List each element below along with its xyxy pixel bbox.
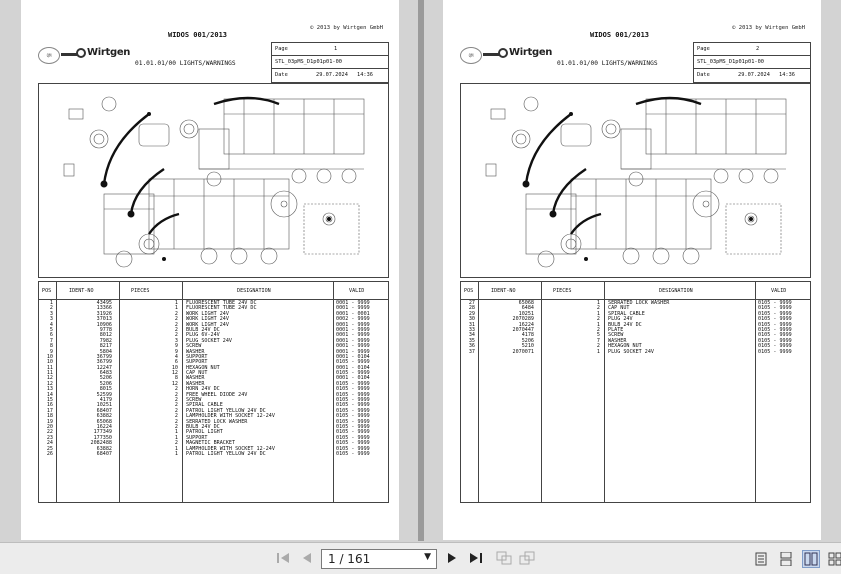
ident-no-cell: 5804: [99, 348, 112, 355]
ident-no-cell: 36799: [96, 353, 112, 360]
table-row: [461, 350, 810, 355]
valid-cell: 0105 - 9999: [758, 305, 792, 312]
designation-cell: SUPPORT: [186, 353, 208, 360]
ident-no-cell: 8012: [99, 332, 112, 339]
designation-cell: CAP NUT: [608, 305, 630, 312]
pos-cell: 24: [46, 440, 53, 447]
pos-cell: 19: [46, 418, 53, 425]
valid-cell: 0105 - 9999: [336, 397, 370, 404]
pos-cell: 34: [468, 332, 475, 339]
pieces-cell: 12: [171, 380, 178, 387]
pos-cell: 15: [46, 397, 53, 404]
designation-cell: PATROL LIGHT: [186, 429, 223, 436]
pos-cell: 20: [46, 423, 53, 430]
last-page-button[interactable]: [467, 549, 485, 567]
first-page-icon: [276, 552, 290, 564]
pieces-cell: 1: [596, 348, 600, 355]
designation-cell: SPIRAL CABLE: [608, 310, 645, 317]
ident-no-cell: 5206: [521, 337, 534, 344]
column-header: PIECES: [553, 288, 572, 294]
valid-cell: 0105 - 9999: [336, 450, 370, 457]
designation-cell: FLUORESCENT TUBE 24V DC: [186, 300, 257, 306]
page-divider: [418, 0, 424, 541]
pieces-cell: 2: [174, 332, 178, 339]
brand-name: Wirtgen: [509, 47, 553, 58]
pos-cell: 18: [46, 413, 53, 420]
valid-cell: 0105 - 9999: [336, 380, 370, 387]
parts-illustration: [39, 84, 390, 279]
column-header: POS: [464, 288, 474, 294]
pieces-cell: 2: [174, 413, 178, 420]
next-page-icon: [447, 552, 457, 564]
chevron-down-icon: ▼: [424, 552, 431, 562]
designation-cell: HEXAGON NUT: [608, 343, 642, 350]
valid-cell: 0001 - 9999: [336, 343, 370, 350]
pieces-cell: 1: [174, 305, 178, 312]
print-time: 14:36: [357, 72, 373, 78]
page-label: Page: [275, 46, 288, 52]
designation-cell: LAMPHOLDER WITH SOCKET 12-24V: [186, 445, 275, 452]
ident-no-cell: 68407: [96, 450, 112, 457]
pieces-cell: 1: [174, 434, 178, 441]
designation-cell: BULB 24V DC: [186, 326, 220, 333]
pieces-cell: 2: [174, 321, 178, 328]
designation-cell: WASHER: [186, 380, 205, 387]
pos-cell: 12: [46, 375, 53, 382]
pos-cell: 26: [46, 450, 53, 457]
go-forward-button[interactable]: [518, 549, 536, 567]
parts-table-body: [461, 301, 810, 355]
date-label: Date: [697, 72, 710, 78]
parts-table: [38, 281, 389, 503]
pieces-cell: 2: [174, 326, 178, 333]
pieces-cell: 9: [174, 348, 178, 355]
ident-no-cell: 65068: [518, 300, 534, 306]
ident-no-cell: 5206: [99, 375, 112, 382]
pos-cell: 3: [49, 316, 53, 323]
pieces-cell: 4: [174, 353, 178, 360]
designation-cell: FREE WHEEL DIODE 24V: [186, 391, 248, 398]
designation-cell: PLATE: [608, 326, 624, 333]
previous-page-icon: [302, 552, 312, 564]
valid-cell: 0105 - 9999: [758, 348, 792, 355]
pos-cell: 37: [468, 348, 475, 355]
ident-no-cell: 12247: [96, 364, 112, 371]
designation-cell: CAP NUT: [186, 370, 208, 377]
ident-no-cell: 63882: [96, 445, 112, 452]
document-reference: STL_03pMS_D1p01p01-00: [275, 59, 342, 65]
ident-no-cell: 5210: [521, 343, 534, 350]
valid-cell: 0105 - 9999: [758, 337, 792, 344]
ident-no-cell: 2070071: [512, 348, 534, 355]
designation-cell: SCREW: [186, 397, 202, 404]
designation-cell: SERRATED LOCK WASHER: [608, 300, 670, 306]
pieces-cell: 2: [174, 316, 178, 323]
fit-page-button[interactable]: [826, 550, 841, 568]
pieces-cell: 7: [596, 337, 600, 344]
wirtgen-logo: [483, 46, 553, 60]
pos-cell: 22: [46, 429, 53, 436]
pos-cell: 33: [468, 326, 475, 333]
ident-no-cell: 16224: [96, 423, 112, 430]
valid-cell: 0001 - 0104: [336, 375, 370, 382]
pos-cell: 13: [46, 386, 53, 393]
designation-cell: WORK LIGHT 24V: [186, 310, 229, 317]
parts-illustration: [461, 84, 812, 279]
valid-cell: 0105 - 9999: [336, 418, 370, 425]
column-header: VALID: [771, 288, 787, 294]
pieces-cell: 3: [174, 337, 178, 344]
parts-table-header: [39, 282, 388, 300]
valid-cell: 0105 - 9999: [336, 386, 370, 393]
valid-cell: 0001 - 9999: [336, 300, 370, 306]
next-page-button[interactable]: [443, 549, 461, 567]
document-info-box: [271, 42, 389, 83]
ident-no-cell: 10251: [96, 402, 112, 409]
single-page-view-button[interactable]: [752, 550, 770, 568]
designation-cell: PLUG 6V-24V: [186, 332, 220, 339]
pos-cell: 29: [468, 310, 475, 317]
valid-cell: 0105 - 9999: [336, 407, 370, 414]
valid-cell: 0002 - 9999: [336, 316, 370, 323]
valid-cell: 0105 - 9999: [336, 423, 370, 430]
page-label: Page: [697, 46, 710, 52]
valid-cell: 0105 - 9999: [336, 445, 370, 452]
column-header: IDENT-NO: [69, 288, 94, 294]
pdf-page-1: [21, 0, 399, 540]
designation-cell: LAMPHOLDER WITH SOCKET 12-24V: [186, 413, 275, 420]
pieces-cell: 2: [174, 386, 178, 393]
pos-cell: 12: [46, 380, 53, 387]
pos-cell: 4: [49, 321, 53, 328]
pos-cell: 2: [49, 305, 53, 312]
valid-cell: 0001 - 9999: [336, 337, 370, 344]
designation-cell: FLUORESCENT TUBE 24V DC: [186, 305, 257, 312]
pos-cell: 17: [46, 407, 53, 414]
pos-cell: 35: [468, 337, 475, 344]
valid-cell: 0105 - 9999: [758, 310, 792, 317]
ident-no-cell: 9778: [99, 326, 112, 333]
valid-cell: 0105 - 9999: [336, 359, 370, 366]
copyright-notice: © 2013 by Wirtgen GmbH: [310, 25, 383, 31]
designation-cell: SERRATED LOCK WASHER: [186, 418, 248, 425]
column-header: DESIGNATION: [237, 288, 271, 294]
document-title: WIDOS 001/2013: [168, 31, 228, 39]
brand-name: Wirtgen: [87, 47, 131, 58]
ident-no-cell: 4179: [99, 397, 112, 404]
pieces-cell: 12: [171, 370, 178, 377]
parts-table-body: [39, 301, 388, 457]
designation-cell: WASHER: [608, 337, 627, 344]
valid-cell: 0105 - 9999: [336, 413, 370, 420]
ident-no-cell: 10251: [518, 310, 534, 317]
designation-cell: MAGNETIC BRACKET: [186, 440, 236, 447]
ident-no-cell: 8015: [99, 386, 112, 393]
valid-cell: 0001 - 0001: [336, 310, 370, 317]
page-header: [460, 25, 811, 83]
valid-cell: 0105 - 9999: [336, 370, 370, 377]
valid-cell: 0001 - 9999: [336, 332, 370, 339]
exploded-parts-drawing: [460, 83, 811, 278]
pos-cell: 36: [468, 343, 475, 350]
valid-cell: 0105 - 9999: [758, 321, 792, 328]
valid-cell: 0001 - 0104: [336, 353, 370, 360]
pos-cell: 31: [468, 321, 475, 328]
pos-cell: 8: [49, 343, 53, 350]
pieces-cell: 9: [174, 343, 178, 350]
valid-cell: 0105 - 9999: [336, 402, 370, 409]
pos-cell: 11: [46, 370, 53, 377]
designation-cell: SUPPORT: [186, 434, 208, 441]
pos-cell: 27: [468, 300, 475, 306]
ident-no-cell: 43495: [96, 300, 112, 306]
section-title: 01.01.01/00 LIGHTS/WARNINGS: [135, 60, 236, 67]
designation-cell: WORK LIGHT 24V: [186, 321, 229, 328]
designation-cell: WORK LIGHT 24V: [186, 316, 229, 323]
designation-cell: HEXAGON NUT: [186, 364, 220, 371]
pieces-cell: 1: [174, 450, 178, 457]
continuous-view-button[interactable]: [777, 550, 795, 568]
ident-no-cell: 4178: [521, 332, 534, 339]
go-back-icon: [496, 551, 512, 565]
designation-cell: BULB 24V DC: [608, 321, 642, 328]
ident-no-cell: 6483: [99, 370, 112, 377]
pieces-cell: 2: [596, 343, 600, 350]
last-page-icon: [469, 552, 483, 564]
wirtgen-logo: [61, 46, 131, 60]
exploded-parts-drawing: [38, 83, 389, 278]
ident-no-cell: 65068: [96, 418, 112, 425]
single-page-view-icon: [755, 552, 767, 566]
valid-cell: 0001 - 9999: [336, 326, 370, 333]
fit-page-icon: [828, 552, 841, 566]
previous-page-button[interactable]: [298, 549, 316, 567]
two-page-view-button[interactable]: [802, 550, 820, 568]
pos-cell: 9: [49, 348, 53, 355]
pos-cell: 7: [49, 337, 53, 344]
ident-no-cell: 68407: [96, 407, 112, 414]
pieces-cell: 2: [174, 423, 178, 430]
parts-table-header: [461, 282, 810, 300]
column-header: VALID: [349, 288, 365, 294]
pos-cell: 10: [46, 359, 53, 366]
pieces-cell: 2: [596, 316, 600, 323]
go-back-button[interactable]: [495, 549, 513, 567]
valid-cell: 0001 - 0104: [336, 364, 370, 371]
valid-cell: 0105 - 9999: [758, 326, 792, 333]
column-header: IDENT-NO: [491, 288, 516, 294]
certification-seal-icon: QM: [460, 47, 482, 64]
designation-cell: SCREW: [608, 332, 624, 339]
designation-cell: SPIRAL CABLE: [186, 402, 223, 409]
pieces-cell: 2: [174, 391, 178, 398]
designation-cell: PLUG SOCKET 24V: [186, 337, 233, 344]
print-date: 29.07.2024: [738, 72, 770, 78]
pieces-cell: 1: [596, 310, 600, 317]
ident-no-cell: 37013: [96, 316, 112, 323]
parts-table: [460, 281, 811, 503]
pieces-cell: 5: [596, 332, 600, 339]
ident-no-cell: 177350: [93, 434, 112, 441]
designation-cell: PLUG SOCKET 24V: [608, 348, 655, 355]
page-selector-value: 1 / 161: [328, 552, 371, 566]
designation-cell: WASHER: [186, 348, 205, 355]
valid-cell: 0105 - 9999: [758, 316, 792, 323]
designation-cell: BULB 24V DC: [186, 423, 220, 430]
pos-cell: 25: [46, 445, 53, 452]
column-header: DESIGNATION: [659, 288, 693, 294]
pieces-cell: 1: [174, 300, 178, 306]
pieces-cell: 8: [174, 375, 178, 382]
ident-no-cell: 5206: [99, 380, 112, 387]
pos-cell: 28: [468, 305, 475, 312]
continuous-view-icon: [780, 552, 792, 566]
page-selector[interactable]: [321, 549, 437, 569]
ident-no-cell: 2070289: [512, 316, 534, 323]
print-time: 14:36: [779, 72, 795, 78]
ident-no-cell: 177349: [93, 429, 112, 436]
copyright-notice: © 2013 by Wirtgen GmbH: [732, 25, 805, 31]
print-date: 29.07.2024: [316, 72, 348, 78]
pieces-cell: 1: [596, 321, 600, 328]
pos-cell: 10: [46, 353, 53, 360]
designation-cell: SCREW: [186, 343, 202, 350]
section-title: 01.01.01/00 LIGHTS/WARNINGS: [557, 60, 658, 67]
valid-cell: 0105 - 9999: [336, 391, 370, 398]
ident-no-cell: 31926: [96, 310, 112, 317]
designation-cell: PATROL LIGHT YELLOW 24V DC: [186, 450, 266, 457]
valid-cell: 0001 - 9999: [336, 348, 370, 355]
ident-no-cell: 6484: [521, 305, 534, 312]
pieces-cell: 2: [596, 305, 600, 312]
pieces-cell: 2: [174, 310, 178, 317]
designation-cell: PATROL LIGHT YELLOW 24V DC: [186, 407, 266, 414]
pieces-cell: 2: [174, 402, 178, 409]
designation-cell: PLUG 24V: [608, 316, 633, 323]
pos-cell: 16: [46, 402, 53, 409]
pieces-cell: 1: [174, 429, 178, 436]
column-header: PIECES: [131, 288, 150, 294]
pieces-cell: 6: [174, 359, 178, 366]
valid-cell: 0105 - 9999: [336, 429, 370, 436]
certification-seal-icon: QM: [38, 47, 60, 64]
ident-no-cell: 2082488: [90, 440, 112, 447]
valid-cell: 0105 - 9999: [758, 300, 792, 306]
valid-cell: 0001 - 9999: [336, 305, 370, 312]
ident-no-cell: 7982: [99, 337, 112, 344]
valid-cell: 0105 - 9999: [336, 440, 370, 447]
document-reference: STL_03pMS_D1p01p01-00: [697, 59, 764, 65]
pos-cell: 14: [46, 391, 53, 398]
pos-cell: 30: [468, 316, 475, 323]
page-header: [38, 25, 389, 83]
table-row: [39, 452, 388, 457]
pos-cell: 23: [46, 434, 53, 441]
pieces-cell: 2: [174, 407, 178, 414]
valid-cell: 0001 - 9999: [336, 321, 370, 328]
pieces-cell: 2: [596, 326, 600, 333]
ident-no-cell: 36799: [96, 359, 112, 366]
first-page-button[interactable]: [274, 549, 292, 567]
document-title: WIDOS 001/2013: [590, 31, 650, 39]
ident-no-cell: 2070447: [512, 326, 534, 333]
pieces-cell: 2: [174, 440, 178, 447]
pieces-cell: 2: [174, 397, 178, 404]
pdf-page-2: [443, 0, 821, 540]
pos-cell: 1: [49, 300, 53, 306]
document-info-box: [693, 42, 811, 83]
column-header: POS: [42, 288, 52, 294]
ident-no-cell: 13366: [96, 305, 112, 312]
date-label: Date: [275, 72, 288, 78]
pieces-cell: 1: [596, 300, 600, 306]
pos-cell: 11: [46, 364, 53, 371]
designation-cell: WASHER: [186, 375, 205, 382]
pos-cell: 5: [49, 326, 53, 333]
valid-cell: 0105 - 9999: [758, 332, 792, 339]
ident-no-cell: 16224: [518, 321, 534, 328]
pieces-cell: 2: [174, 418, 178, 425]
two-page-view-icon: [804, 552, 818, 566]
pieces-cell: 1: [174, 445, 178, 452]
designation-cell: HORN 24V DC: [186, 386, 220, 393]
page-number: 2: [756, 46, 760, 52]
pos-cell: 6: [49, 332, 53, 339]
pos-cell: 3: [49, 310, 53, 317]
go-forward-icon: [519, 551, 535, 565]
ident-no-cell: 8217: [99, 343, 112, 350]
ident-no-cell: 10906: [96, 321, 112, 328]
page-number: 1: [334, 46, 338, 52]
ident-no-cell: 63882: [96, 413, 112, 420]
valid-cell: 0105 - 9999: [758, 343, 792, 350]
ident-no-cell: 52599: [96, 391, 112, 398]
designation-cell: SUPPORT: [186, 359, 208, 366]
pieces-cell: 10: [171, 364, 178, 371]
valid-cell: 0105 - 9999: [336, 434, 370, 441]
